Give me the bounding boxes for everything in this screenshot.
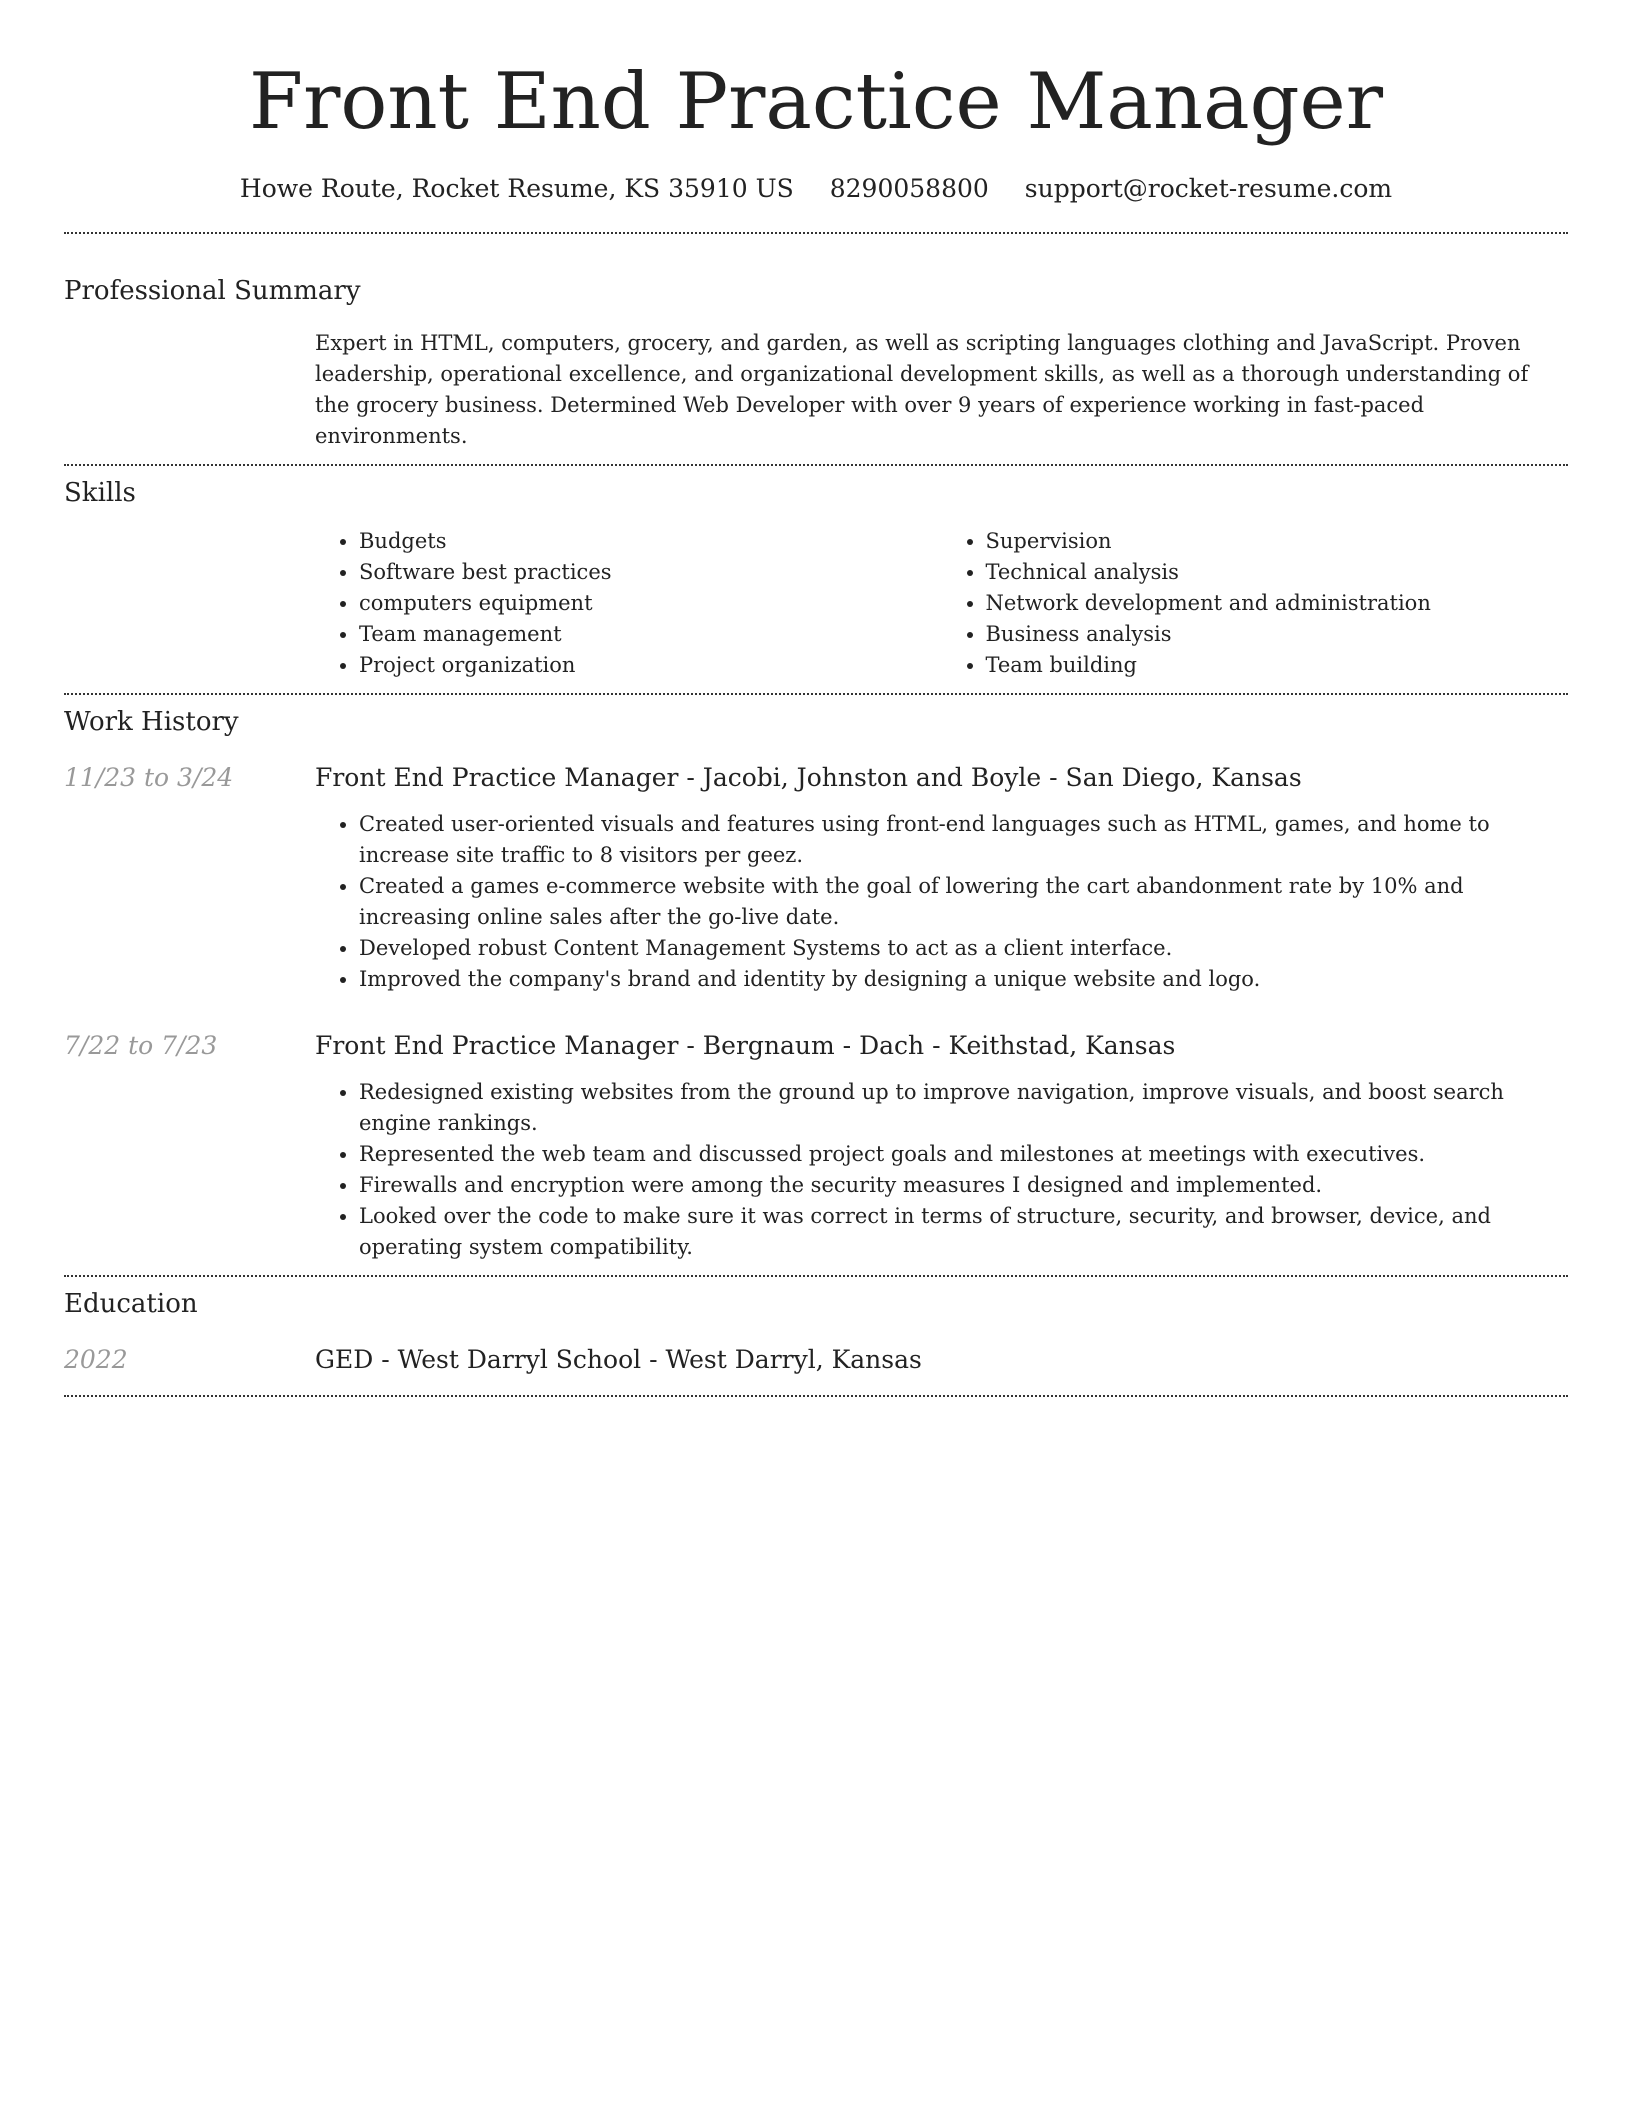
skill-item: • Budgets bbox=[359, 526, 942, 557]
skill-item: • computers equipment bbox=[359, 588, 942, 619]
skill-item: • Network development and administration bbox=[986, 588, 1569, 619]
skills-grid bbox=[315, 526, 1568, 681]
job-dates: 11/23 to 3/24 bbox=[64, 763, 234, 792]
job-bullet: • Improved the company's brand and identity by designing a unique website and logo. bbox=[359, 964, 1568, 995]
skill-item: • Team building bbox=[986, 650, 1569, 681]
job-bullets bbox=[315, 1077, 1568, 1263]
job-entry bbox=[64, 761, 1568, 995]
divider bbox=[64, 693, 1568, 695]
divider bbox=[64, 1395, 1568, 1397]
education-year: 2022 bbox=[64, 1345, 128, 1374]
skill-item: • Technical analysis bbox=[986, 557, 1569, 588]
work-title: Work History bbox=[64, 707, 239, 737]
job-heading: Front End Practice Manager - Bergnaum - Dach - Keithstad, Kansas bbox=[315, 1031, 1176, 1060]
skill-item: • Project organization bbox=[359, 650, 942, 681]
summary-section bbox=[64, 274, 1568, 452]
resume-name: Front End Practice Manager bbox=[248, 57, 1383, 147]
job-bullet: • Developed robust Content Management Systems to act as a client interface. bbox=[359, 933, 1568, 964]
work-section bbox=[64, 705, 1568, 1263]
divider bbox=[64, 232, 1568, 234]
summary-text: Expert in HTML, computers, grocery, and garden, as well as scripting languages clothing and JavaScript. Proven leadership, operational excellence, and organizational development skills, as well as a thorough understanding of the grocery business. Determined Web Developer with over 9 years of experience working in fast-paced environments. bbox=[315, 331, 1529, 448]
skill-item: • Team management bbox=[359, 619, 942, 650]
skill-item: • Software best practices bbox=[359, 557, 942, 588]
job-bullet: • Represented the web team and discussed project goals and milestones at meetings with executives. bbox=[359, 1139, 1568, 1170]
skills-title: Skills bbox=[64, 478, 136, 508]
education-details bbox=[315, 1343, 1568, 1377]
skills-section bbox=[64, 476, 1568, 681]
contact-phone: 8290058800 bbox=[829, 174, 989, 203]
job-bullet: • Redesigned existing websites from the ground up to improve navigation, improve visuals, and boost search engine rankings. bbox=[359, 1077, 1568, 1139]
education-heading: GED - West Darryl School - West Darryl, Kansas bbox=[315, 1345, 922, 1374]
contact-line bbox=[64, 172, 1568, 206]
skill-item: • Supervision bbox=[986, 526, 1569, 557]
job-bullet: • Looked over the code to make sure it was correct in terms of structure, security, and browser, device, and operating system compatibility. bbox=[359, 1201, 1568, 1263]
job-bullet: • Firewalls and encryption were among the security measures I designed and implemented. bbox=[359, 1170, 1568, 1201]
skills-list-right bbox=[942, 526, 1569, 681]
contact-address: Howe Route, Rocket Resume, KS 35910 US bbox=[239, 174, 794, 203]
job-details bbox=[315, 761, 1568, 995]
contact-email: support@rocket-resume.com bbox=[1024, 174, 1393, 203]
education-title: Education bbox=[64, 1289, 198, 1319]
education-entry bbox=[64, 1343, 1568, 1377]
summary-right bbox=[315, 328, 1568, 452]
education-section bbox=[64, 1287, 1568, 1377]
job-bullet: • Created user-oriented visuals and features using front-end languages such as HTML, games, and home to increase site traffic to 8 visitors per geez. bbox=[359, 809, 1568, 871]
summary-title: Professional Summary bbox=[64, 276, 361, 306]
job-entry bbox=[64, 1029, 1568, 1263]
skill-item: • Business analysis bbox=[986, 619, 1569, 650]
skills-row bbox=[64, 526, 1568, 681]
job-heading: Front End Practice Manager - Jacobi, Johnston and Boyle - San Diego, Kansas bbox=[315, 763, 1302, 792]
skills-right bbox=[315, 526, 1568, 681]
job-bullets bbox=[315, 809, 1568, 995]
job-dates: 7/22 to 7/23 bbox=[64, 1031, 218, 1060]
job-details bbox=[315, 1029, 1568, 1263]
skills-list-left bbox=[315, 526, 942, 681]
divider bbox=[64, 464, 1568, 466]
summary-row bbox=[64, 328, 1568, 452]
divider bbox=[64, 1275, 1568, 1277]
job-bullet: • Created a games e-commerce website with the goal of lowering the cart abandonment rate by 10% and increasing online sales after the go-live date. bbox=[359, 871, 1568, 933]
